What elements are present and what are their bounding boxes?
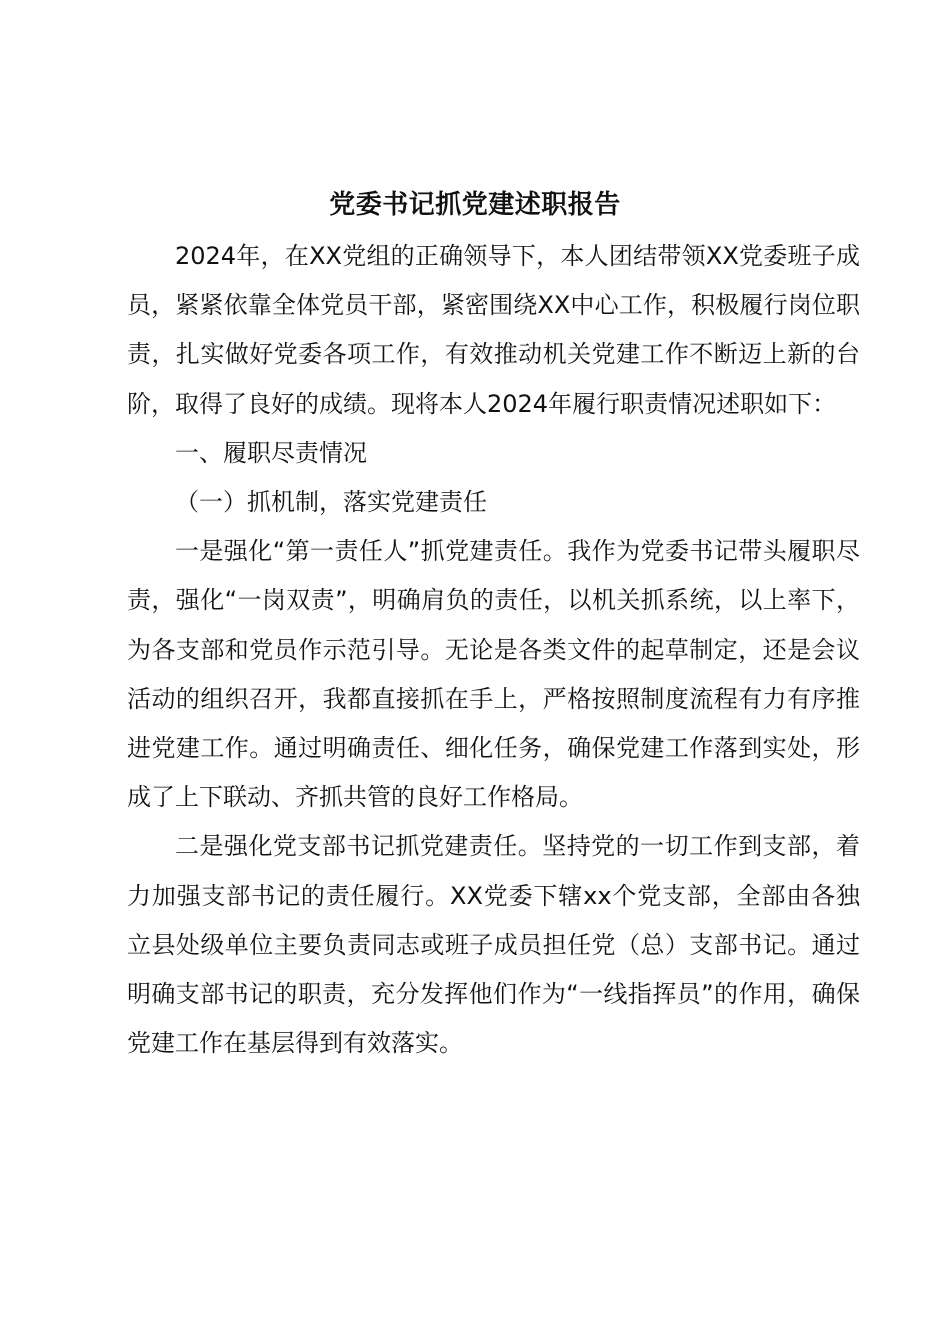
paragraph-intro: 2024年，在XX党组的正确领导下，本人团结带领XX党委班子成员，紧紧依靠全体党员干部，紧密围绕XX中心工作，积极履行岗位职责，扎实做好党委各项工作，有效推动机关党建工作不断迈上新的台阶，取得了良好的成绩。现将本人2024年履行职责情况述职如下： bbox=[127, 242, 860, 418]
document-title: 党委书记抓党建述职报告 bbox=[329, 190, 621, 220]
paragraph-point-one: 一是强化“第一责任人”抓党建责任。我作为党委书记带头履职尽责，强化“一岗双责”，明确肩负的责任，以机关抓系统，以上率下，为各支部和党员作示范引导。无论是各类文件的起草制定，还是会议活动的组织召开，我都直接抓在手上，严格按照制度流程有力有序推进党建工作。通过明确责任、细化任务，确保党建工作落到实处，形成了上下联动、齐抓共管的良好工作格局。 bbox=[127, 537, 860, 812]
section-heading: 一、履职尽责情况 bbox=[175, 438, 367, 467]
document-body bbox=[127, 232, 860, 1068]
subsection-heading: （一）抓机制，落实党建责任 bbox=[175, 488, 487, 517]
paragraph-point-two: 二是强化党支部书记抓党建责任。坚持党的一切工作到支部，着力加强支部书记的责任履行。XX党委下辖xx个党支部，全部由各独立县处级单位主要负责同志或班子成员担任党（总）支部书记。通过明确支部书记的职责，充分发挥他们作为“一线指挥员”的作用，确保党建工作在基层得到有效落实。 bbox=[127, 832, 860, 1058]
